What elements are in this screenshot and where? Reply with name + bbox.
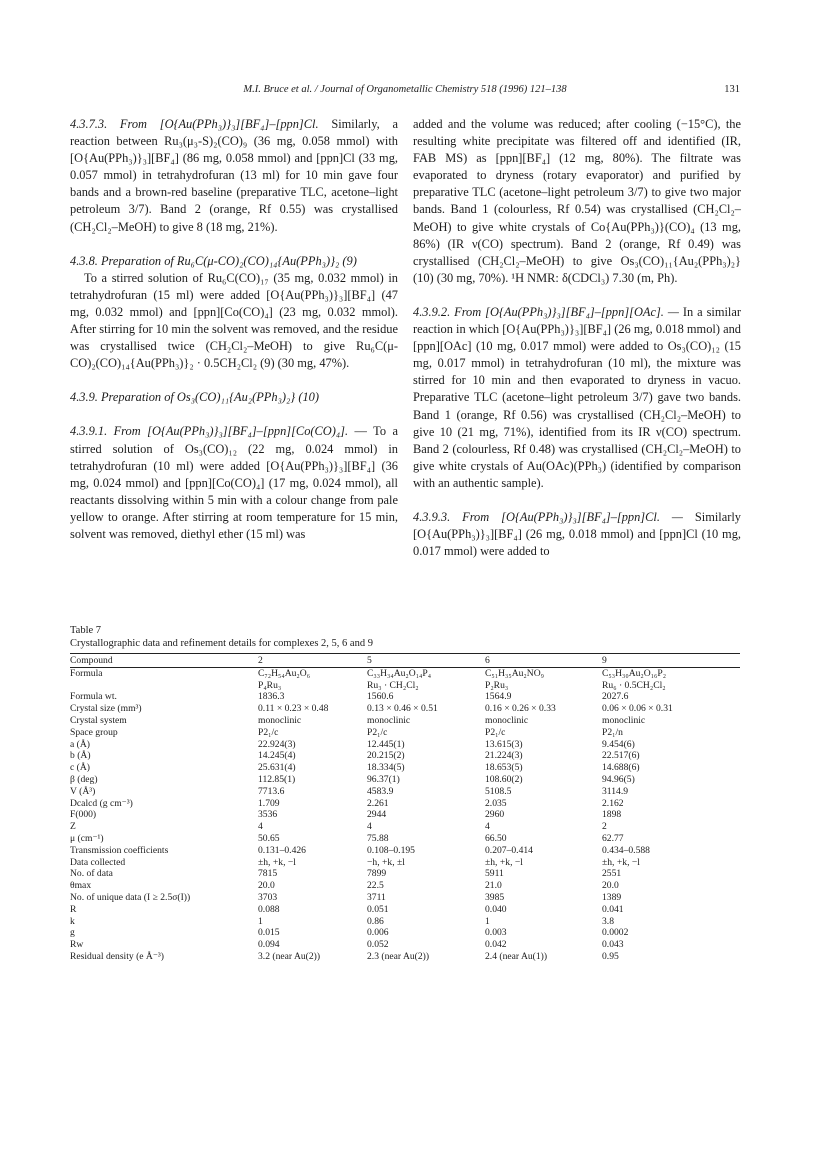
table-cell: 22.517(6) (602, 750, 640, 762)
table-cell: P2₁/n (602, 726, 623, 738)
column-header: 5 (367, 655, 372, 666)
row-label-cell: g (70, 927, 75, 939)
table-row (70, 927, 740, 939)
table-row (70, 798, 740, 810)
table-row (70, 703, 740, 715)
row-label-cell: Space group (70, 726, 118, 738)
row-label-cell: F(000) (70, 809, 97, 821)
row-label-cell: Transmission coefficients (70, 844, 169, 856)
row-label-cell: μ (cm⁻¹) (70, 832, 104, 844)
column-header: 2 (258, 655, 263, 666)
table-row (70, 880, 740, 892)
table-cell: 1898 (602, 809, 622, 821)
table-cell: 1 (258, 915, 263, 927)
table-cell: 0.042 (485, 939, 507, 951)
table-cell: ±h, +k, −l (602, 856, 640, 868)
table-cell: monoclinic (258, 714, 302, 726)
table-cell: 5911 (485, 868, 504, 880)
right-column (413, 116, 741, 560)
row-label-cell: No. of unique data (I ≥ 2.5σ(I)) (70, 891, 191, 903)
table-cell: C₇₂H₅₄Au₂O₆ (258, 667, 311, 679)
table-cell: 14.245(4) (258, 750, 296, 762)
table-row (70, 916, 740, 928)
column-header: Compound (70, 655, 113, 666)
table-body (70, 668, 740, 963)
table-cell: 20.0 (602, 880, 619, 892)
table-cell: ±h, +k, −l (485, 856, 523, 868)
table-cell: 1 (485, 915, 490, 927)
table-row (70, 821, 740, 833)
table-cell: 0.003 (485, 927, 507, 939)
row-label-cell: β (deg) (70, 773, 98, 785)
section-4373 (70, 116, 398, 236)
crystallographic-data-table (70, 654, 740, 963)
table-cell: 2944 (367, 809, 387, 821)
table-cell: 108.60(2) (485, 773, 523, 785)
row-label-cell: Formula wt. (70, 691, 117, 703)
row-label-cell: k (70, 915, 75, 927)
table-cell: 4 (258, 821, 263, 833)
table-cell: 1836.3 (258, 691, 285, 703)
table-cell: 0.13 × 0.46 × 0.51 (367, 703, 438, 715)
table-cell: P2₁/c (258, 726, 279, 738)
table-cell: 4 (485, 821, 490, 833)
table-cell: 20.0 (258, 880, 275, 892)
table-cell: 21.224(3) (485, 750, 523, 762)
row-label-cell: b (Å) (70, 750, 91, 762)
table-cell: C₅₃H₃₀Au₂O₁₆P₂ (602, 667, 667, 679)
table-cell: 2027.6 (602, 691, 629, 703)
left-column (70, 116, 398, 543)
table-cell: 0.207–0.414 (485, 844, 533, 856)
row-label-cell: No. of data (70, 868, 113, 880)
table-row (70, 727, 740, 739)
table-cell: 96.37(1) (367, 773, 400, 785)
table-row (70, 762, 740, 774)
table-cell: 0.131–0.426 (258, 844, 306, 856)
table-cell: 0.11 × 0.23 × 0.48 (258, 703, 329, 715)
section-4392 (413, 304, 741, 492)
table-cell: 7713.6 (258, 785, 285, 797)
table-cell: 0.108–0.195 (367, 844, 415, 856)
table-cell: monoclinic (485, 714, 529, 726)
table-cell: Ru₃ · CH₂Cl₂ (367, 679, 419, 691)
table-cell: P₂Ru₃ (485, 679, 509, 691)
row-label-cell: Rw (70, 939, 84, 951)
table-cell: 25.631(4) (258, 762, 296, 774)
table-cell: monoclinic (367, 714, 411, 726)
table-cell: C₅₁H₃₅Au₂NO₉ (485, 667, 544, 679)
section-4391-continuation: added and the volume was reduced; after cooling (−15°C), the resulting white precipitate was filtered off and identified (IR, FAB MS) as [ppn][BF₄] (12 mg, 80%). The filtrate was evaporated to dryness (rotary evaporator) and purified by preparative TLC (acetone–light petroleum 3/7) to give two major bands. Band 1 (colourless, Rf 0.54) was crystallised (CH₂Cl₂–MeOH) to give white crystals of Co{Au(PPh₃)}(CO)₄ (13 mg, 86%) (IR ν(CO) spectrum). Band 2 (orange, Rf 0.49) was crystallised (CH₂Cl₂–MeOH) to give Os₃(CO)₁₁{Au₂(PPh₃)₂} (10) (30 mg, 70%). ¹H NMR: δ(CDCl₃) 7.30 (m, Ph). (413, 117, 741, 285)
table-row (70, 939, 740, 951)
table-row (70, 668, 740, 680)
table-row (70, 809, 740, 821)
table-row (70, 750, 740, 762)
table-cell: 0.041 (602, 903, 624, 915)
table-cell: 3711 (367, 891, 386, 903)
table-cell: 3.2 (near Au(2)) (258, 950, 321, 962)
row-label-cell: V (Å³) (70, 785, 96, 797)
row-label-cell: Formula (70, 667, 103, 679)
table-cell: 1564.9 (485, 691, 512, 703)
row-label-cell: Z (70, 821, 76, 833)
table-cell: 2.3 (near Au(2)) (367, 950, 430, 962)
table-cell: 22.5 (367, 880, 384, 892)
table-cell: 0.015 (258, 927, 280, 939)
table-row (70, 691, 740, 703)
column-header: 9 (602, 655, 607, 666)
table-7 (70, 624, 740, 963)
table-cell: monoclinic (602, 714, 646, 726)
table-cell: 2.4 (near Au(1)) (485, 950, 548, 962)
table-cell: 66.50 (485, 832, 507, 844)
section-4393-text: Similarly [O{Au(PPh₃)}₃][BF₄] (26 mg, 0.018 mmol) and [ppn]Cl (10 mg, 0.017 mmol) were added to (413, 509, 741, 559)
section-4391-heading: 4.3.9.1. From [O{Au(PPh₃)}₃][BF₄]–[ppn][Co(CO)₄]. (70, 424, 349, 439)
table-row (70, 868, 740, 880)
table-cell: −h, +k, ±l (367, 856, 405, 868)
table-cell: 7899 (367, 868, 387, 880)
table-row (70, 892, 740, 904)
table-row (70, 857, 740, 869)
table-cell: Ru₆ · 0.5CH₂Cl₂ (602, 679, 666, 691)
table-cell: 0.0002 (602, 927, 629, 939)
table-cell: 3.8 (602, 915, 614, 927)
table-cell: 1560.6 (367, 691, 394, 703)
table-cell: 2551 (602, 868, 622, 880)
table-cell: 2.261 (367, 797, 389, 809)
table-cell: P2₁/c (485, 726, 506, 738)
table-cell: 2 (602, 821, 607, 833)
table-cell: 14.688(6) (602, 762, 640, 774)
table-cell: C₃₃H₃₄Au₂O₁₄P₄ (367, 667, 432, 679)
table-cell: 21.0 (485, 880, 502, 892)
table-cell: 18.334(5) (367, 762, 405, 774)
table-cell: 75.88 (367, 832, 389, 844)
journal-citation: M.I. Bruce et al. / Journal of Organometallic Chemistry 518 (1996) 121–138 (243, 84, 567, 95)
table-cell: 0.006 (367, 927, 389, 939)
table-cell: 9.454(6) (602, 738, 635, 750)
section-4373-heading: 4.3.7.3. From [O{Au(PPh₃)}₃][BF₄]–[ppn]Cl. (70, 117, 319, 131)
table-cell: 112.85(1) (258, 773, 296, 785)
table-cell: 0.094 (258, 939, 280, 951)
row-label-cell: Crystal size (mm³) (70, 703, 142, 715)
table-cell: ±h, +k, −l (258, 856, 296, 868)
table-cell: 0.040 (485, 903, 507, 915)
section-438-heading: 4.3.8. Preparation of Ru₆C(μ-CO)₂(CO)₁₄{Au(PPh₃)}₂ (9) (70, 253, 357, 268)
table-cell: 3114.9 (602, 785, 629, 797)
section-4393 (413, 509, 741, 560)
row-label-cell: Dcalcd (g cm⁻³) (70, 797, 133, 809)
table-cell: 1389 (602, 891, 622, 903)
table-row (70, 951, 740, 963)
table-cell: 5108.5 (485, 785, 512, 797)
table-header-row (70, 654, 740, 667)
table-row (70, 774, 740, 786)
table-cell: 4 (367, 821, 372, 833)
row-label-cell (70, 680, 258, 692)
row-label-cell: Data collected (70, 856, 126, 868)
section-4392-heading: 4.3.9.2. From [O{Au(PPh₃)}₃][BF₄]–[ppn][OAc]. — (413, 304, 679, 319)
running-header (70, 84, 740, 100)
section-4391-text: — To a stirred solution of Os₃(CO)₁₂ (22 mg, 0.024 mmol) in tetrahydrofuran (10 ml) were added [O{Au(PPh₃)}₃][BF₄] (36 mg, 0.024 mmol) and [ppn][Co(CO)₄] (17 mg, 0.024 mmol), all reactants dissolving within 5 min with a colour change from pale yellow to orange. After stirring at room temperature for 15 min, solvent was removed, diethyl ether (15 ml) was (70, 424, 398, 541)
table-cell: 3985 (485, 891, 505, 903)
table-cell: 12.445(1) (367, 738, 405, 750)
column-header: 6 (485, 655, 490, 666)
table-cell: 0.06 × 0.06 × 0.31 (602, 703, 673, 715)
table-cell: 3536 (258, 809, 278, 821)
table-cell: 2.035 (485, 797, 507, 809)
table-row (70, 904, 740, 916)
table-cell: 0.051 (367, 903, 389, 915)
table-row (70, 833, 740, 845)
table-cell: 20.215(2) (367, 750, 405, 762)
table-cell: 0.043 (602, 939, 624, 951)
table-cell: 2960 (485, 809, 505, 821)
row-label-cell: θmax (70, 880, 92, 892)
table-cell: P₄Ru₃ (258, 679, 282, 691)
table-cell: 7815 (258, 868, 278, 880)
section-438-text: To a stirred solution of Ru₆C(CO)₁₇ (35 mg, 0.032 mmol) in tetrahydrofuran (15 ml) were added [O{Au(PPh₃)}₃][BF₄] (47 mg, 0.032 mmol) and [ppn][Co(CO)₄] (23 mg, 0.032 mmol). After stirring for 10 min the solvent was removed, and the residue was crystallised twice (CH₂Cl₂–MeOH) to give Ru₆C(μ-CO)₂(CO)₁₄{Au(PPh₃)}₂ · 0.5CH₂Cl₂ (9) (30 mg, 47%). (70, 270, 398, 371)
page-number: 131 (724, 84, 740, 95)
table-cell: 22.924(3) (258, 738, 296, 750)
table-label: Table 7 (70, 625, 102, 636)
row-label-cell: c (Å) (70, 762, 90, 774)
table-cell: 2.162 (602, 797, 624, 809)
section-4393-heading: 4.3.9.3. From [O{Au(PPh₃)}₃][BF₄]–[ppn]Cl. — (413, 509, 683, 524)
table-caption: Crystallographic data and refinement details for complexes 2, 5, 6 and 9 (70, 638, 373, 649)
row-label-cell: Crystal system (70, 714, 127, 726)
table-cell: P2₁/c (367, 726, 388, 738)
row-label-cell: a (Å) (70, 738, 90, 750)
table-row (70, 845, 740, 857)
table-cell: 94.96(5) (602, 773, 635, 785)
table-cell: 1.709 (258, 797, 280, 809)
row-label-cell: R (70, 903, 77, 915)
table-cell: 13.615(3) (485, 738, 523, 750)
table-row (70, 786, 740, 798)
section-4391 (70, 423, 398, 543)
table-row (70, 680, 740, 692)
row-label-cell: Residual density (e Å⁻³) (70, 950, 164, 962)
table-cell: 0.088 (258, 903, 280, 915)
table-cell: 3703 (258, 891, 278, 903)
table-cell: 4583.9 (367, 785, 394, 797)
section-4373-text: Similarly, a reaction between Ru₃(μ₃-S)₂(CO)₉ (36 mg, 0.058 mmol) with [O{Au(PPh₃)}₃][BF₄] (86 mg, 0.058 mmol) and [ppn]Cl (33 mg, 0.057 mmol) in tetrahydrofuran (13 ml) for 10 min gave four bands and a brown-red baseline (preparative TLC, acetone–light petroleum 3/7). Band 2 (orange, Rf 0.55) was crystallised (CH₂Cl₂–MeOH) to give 8 (18 mg, 21%). (70, 117, 398, 234)
table-cell: 50.65 (258, 832, 280, 844)
table-cell: 0.052 (367, 939, 389, 951)
table-cell: 62.77 (602, 832, 624, 844)
table-cell: 0.434–0.588 (602, 844, 650, 856)
table-cell: 0.16 × 0.26 × 0.33 (485, 703, 556, 715)
table-cell: 0.86 (367, 915, 384, 927)
section-439-heading: 4.3.9. Preparation of Os₃(CO)₁₁{Au₂(PPh₃)₂} (10) (70, 390, 320, 405)
table-row (70, 715, 740, 727)
table-cell: 18.653(5) (485, 762, 523, 774)
table-row (70, 739, 740, 751)
table-cell: 0.95 (602, 950, 619, 962)
section-4392-text: In a similar reaction in which [O{Au(PPh₃)}₃][BF₄] (26 mg, 0.018 mmol) and [ppn][OAc] (10 mg, 0.017 mmol) were added to Os₃(CO)₁₂ (15 mg, 0.017 mmol) in tetrahydrofuran (10 ml), the mixture was stirred for 10 min and then evaporated to dryness in vacuo. Preparative TLC (acetone–light petroleum 3/7) gave two bands. Band 1 (orange, Rf 0.56) was crystallised (CH₂Cl₂–MeOH) to give 10 (21 mg, 71%), identified from its IR ν(CO) spectrum. Band 2 (colourless, Rf 0.48) was crystallised (CH₂Cl₂–MeOH) to give white crystals of Au(OAc)(PPh₃) (identified by comparison with an authentic sample). (413, 304, 741, 490)
